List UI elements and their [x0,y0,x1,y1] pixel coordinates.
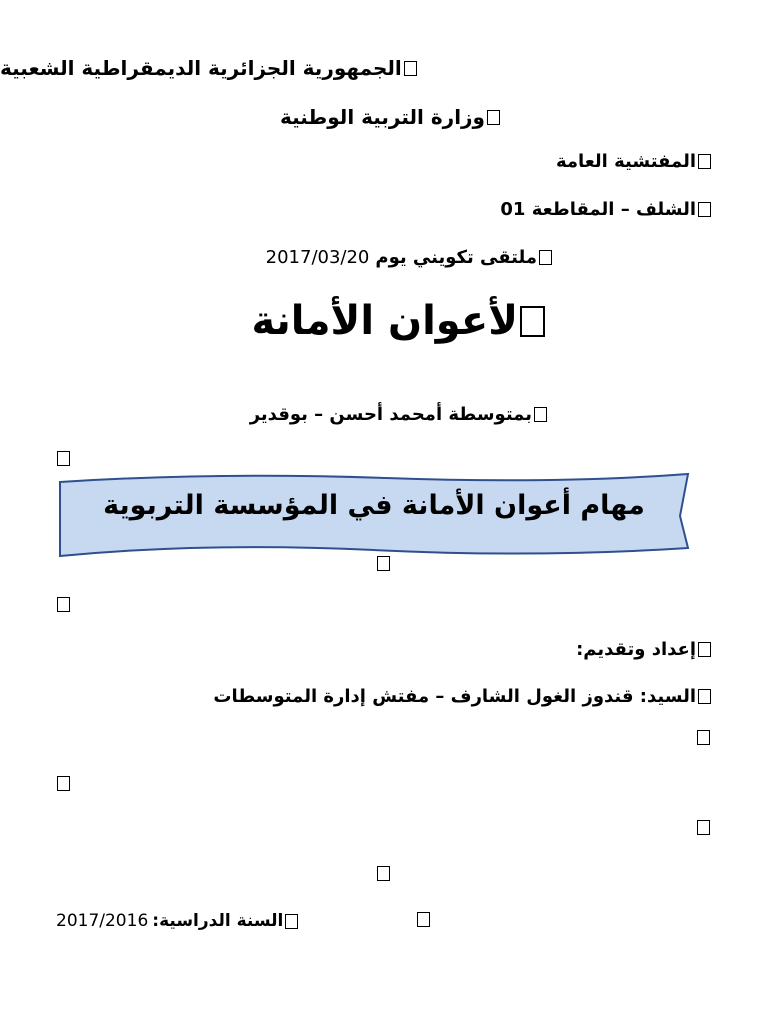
checkbox-glyph [377,866,390,881]
republic-line [0,56,609,80]
checkbox-glyph [697,730,710,745]
checkbox-glyph [698,154,711,169]
checkbox-glyph [57,597,70,612]
checkbox-glyph [698,202,711,217]
event-label: ملتقى تكويني يوم [375,247,537,268]
checkbox-glyph [417,912,430,927]
banner-text: مهام أعوان الأمانة في المؤسسة التربوية [103,490,645,521]
presenter-heading-line [576,639,711,660]
school-year-line [56,911,298,931]
presenter-name: السيد: قندوز الغول الشارف – مفتش إدارة المتوسطات [213,686,696,707]
school-text: بمتوسطة أمحمد أحسن – بوقدير [249,404,532,425]
checkbox-glyph [57,451,70,466]
checkbox-glyph [697,820,710,835]
banner [56,470,692,560]
checkbox-glyph [285,914,298,929]
title-line [251,298,545,344]
school-year-value: 2017/2016 [56,911,149,931]
event-line [266,247,552,268]
checkbox-glyph [698,689,711,704]
checkbox-glyph [520,306,545,337]
presenter-name-line [213,686,711,707]
presenter-heading: إعداد وتقديم: [576,639,696,660]
event-date: 2017/03/20 [265,247,370,268]
ministry-text: وزارة التربية الوطنية [279,105,485,129]
checkbox-glyph [534,407,547,422]
district-text: الشلف – المقاطعة 01 [500,199,696,220]
ministry-line [280,105,500,129]
inspection-line [556,151,711,172]
checkbox-glyph [404,61,417,76]
checkbox-glyph [377,556,390,571]
checkbox-glyph [539,250,552,265]
republic-text: الجمهورية الجزائرية الديمقراطية الشعبية [0,56,402,80]
inspection-text: المفتشية العامة [555,151,696,172]
checkbox-glyph [487,110,500,125]
page-title: لأعوان الأمانة [251,298,518,344]
checkbox-glyph [57,776,70,791]
checkbox-glyph [698,642,711,657]
school-year-label: السنة الدراسية: [152,911,284,931]
district-line [500,199,711,220]
school-line [250,404,547,425]
